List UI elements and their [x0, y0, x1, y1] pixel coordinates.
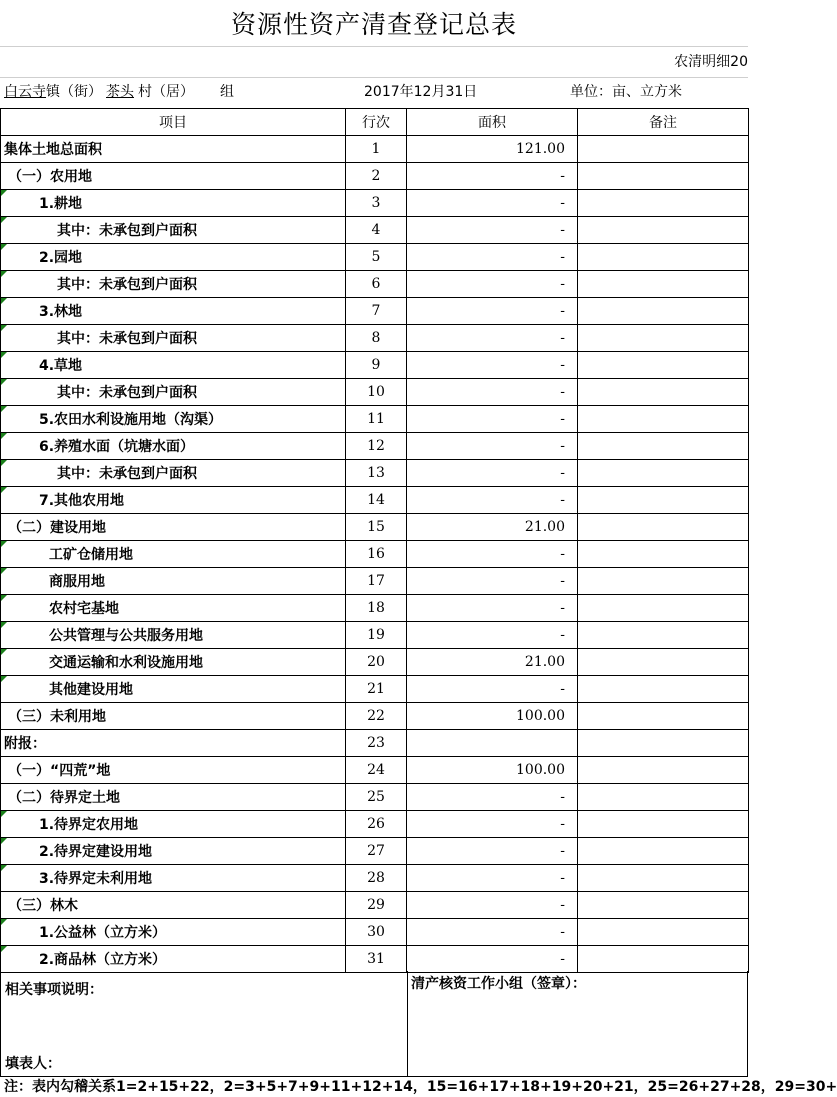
row-number-cell[interactable]: 6 [346, 271, 407, 298]
report-date: 2017年12月31日 [364, 84, 478, 100]
item-label: 2.待界定建设用地 [39, 844, 153, 860]
notes-cell[interactable] [578, 784, 749, 811]
area-cell[interactable]: - [407, 352, 578, 379]
item-cell[interactable] [1, 271, 346, 298]
cell-marker-icon [1, 946, 7, 952]
notes-cell[interactable] [578, 541, 749, 568]
area-cell[interactable]: - [407, 568, 578, 595]
notes-cell[interactable] [578, 919, 749, 946]
item-label: 2.园地 [39, 250, 83, 266]
table-row [1, 352, 749, 379]
item-cell[interactable] [1, 352, 346, 379]
town-suffix: 镇（街） [46, 84, 102, 100]
area-cell[interactable]: - [407, 406, 578, 433]
cell-marker-icon [1, 460, 7, 466]
item-cell[interactable] [1, 541, 346, 568]
table-row [1, 946, 749, 973]
cell-marker-icon [1, 406, 7, 412]
table-body [1, 136, 749, 973]
table-row [1, 460, 749, 487]
cell-marker-icon [1, 865, 7, 871]
area-cell[interactable]: - [407, 190, 578, 217]
notes-cell[interactable] [578, 460, 749, 487]
location [4, 78, 234, 106]
table-row [1, 703, 749, 730]
area-cell[interactable] [407, 730, 578, 757]
item-cell[interactable] [1, 676, 346, 703]
cell-marker-icon [1, 352, 7, 358]
item-label: 3.待界定未利用地 [39, 871, 153, 887]
asset-table [0, 108, 749, 973]
item-label: 附报： [4, 736, 46, 752]
notes-cell[interactable] [578, 298, 749, 325]
item-label: 其中：未承包到户面积 [57, 277, 197, 293]
area-cell[interactable]: - [407, 244, 578, 271]
item-cell[interactable] [1, 325, 346, 352]
item-cell[interactable] [1, 865, 346, 892]
table-row [1, 784, 749, 811]
row-number-cell[interactable]: 16 [346, 541, 407, 568]
row-number-cell[interactable]: 26 [346, 811, 407, 838]
row-number-cell[interactable]: 25 [346, 784, 407, 811]
item-label: 集体土地总面积 [4, 142, 102, 158]
item-label: （一）“四荒”地 [8, 763, 111, 779]
row-number-cell[interactable]: 30 [346, 919, 407, 946]
row-number-cell[interactable]: 18 [346, 595, 407, 622]
village-suffix: 村（居） [138, 84, 194, 100]
notes-cell[interactable] [578, 406, 749, 433]
item-cell[interactable] [1, 730, 346, 757]
cell-marker-icon [1, 811, 7, 817]
item-cell[interactable] [1, 244, 346, 271]
area-cell[interactable]: - [407, 784, 578, 811]
item-label: 6.养殖水面（坑塘水面） [39, 439, 195, 455]
notes-cell[interactable] [578, 325, 749, 352]
table-row [1, 379, 749, 406]
area-cell[interactable]: 21.00 [407, 649, 578, 676]
cell-marker-icon [1, 190, 7, 196]
table-row [1, 595, 749, 622]
item-cell[interactable] [1, 190, 346, 217]
table-row [1, 649, 749, 676]
table-row [1, 514, 749, 541]
notes-cell[interactable] [578, 892, 749, 919]
notes-cell[interactable] [578, 676, 749, 703]
item-label: 农村宅基地 [49, 601, 119, 617]
table-row [1, 271, 749, 298]
row-number-cell[interactable]: 15 [346, 514, 407, 541]
table-row [1, 730, 749, 757]
sheet-title: 资源性资产清查登记总表 [230, 10, 517, 39]
table-row [1, 865, 749, 892]
area-cell[interactable]: - [407, 271, 578, 298]
item-label: 1.待界定农用地 [39, 817, 139, 833]
table-row [1, 406, 749, 433]
item-label: 3.林地 [39, 304, 83, 320]
table-row [1, 136, 749, 163]
notes-cell[interactable] [578, 514, 749, 541]
table-row [1, 568, 749, 595]
column-header-item: 项目 [1, 109, 346, 136]
item-cell[interactable] [1, 649, 346, 676]
row-number-cell[interactable]: 1 [346, 136, 407, 163]
item-cell[interactable] [1, 433, 346, 460]
row-number-cell[interactable]: 3 [346, 190, 407, 217]
remarks-divider [407, 971, 408, 1076]
area-cell[interactable]: 100.00 [407, 703, 578, 730]
item-cell[interactable] [1, 379, 346, 406]
area-cell[interactable]: - [407, 217, 578, 244]
notes-cell[interactable] [578, 217, 749, 244]
row-number-cell[interactable]: 24 [346, 757, 407, 784]
remarks-section [0, 971, 748, 1077]
row-number-cell[interactable]: 10 [346, 379, 407, 406]
item-cell[interactable] [1, 568, 346, 595]
item-cell[interactable] [1, 622, 346, 649]
item-label: 交通运输和水利设施用地 [49, 655, 203, 671]
notes-cell[interactable] [578, 703, 749, 730]
row-number-cell[interactable]: 22 [346, 703, 407, 730]
item-cell[interactable] [1, 460, 346, 487]
row-number-cell[interactable]: 20 [346, 649, 407, 676]
item-label: 7.其他农用地 [39, 493, 125, 509]
area-cell[interactable]: 21.00 [407, 514, 578, 541]
area-cell[interactable]: - [407, 811, 578, 838]
item-cell[interactable] [1, 595, 346, 622]
notes-cell[interactable] [578, 946, 749, 973]
notes-cell[interactable] [578, 757, 749, 784]
item-label: （二）待界定土地 [8, 790, 120, 806]
row-number-cell[interactable]: 19 [346, 622, 407, 649]
area-cell[interactable]: - [407, 595, 578, 622]
notes-cell[interactable] [578, 271, 749, 298]
notes-cell[interactable] [578, 595, 749, 622]
item-label: 4.草地 [39, 358, 83, 374]
notes-cell[interactable] [578, 190, 749, 217]
cell-marker-icon [1, 568, 7, 574]
area-cell[interactable]: - [407, 379, 578, 406]
notes-cell[interactable] [578, 649, 749, 676]
item-cell[interactable] [1, 838, 346, 865]
area-cell[interactable]: - [407, 460, 578, 487]
area-cell[interactable]: - [407, 676, 578, 703]
row-number-cell[interactable]: 17 [346, 568, 407, 595]
table-row [1, 622, 749, 649]
area-cell[interactable]: - [407, 865, 578, 892]
row-number-cell[interactable]: 14 [346, 487, 407, 514]
row-number-cell[interactable]: 11 [346, 406, 407, 433]
row-number-cell[interactable]: 8 [346, 325, 407, 352]
subheader-row [0, 78, 748, 106]
signature-label: 清产核资工作小组（签章）： [411, 976, 586, 992]
area-cell[interactable]: 121.00 [407, 136, 578, 163]
form-code: 农清明细20 [674, 54, 748, 70]
table-row [1, 838, 749, 865]
item-label: （二）建设用地 [8, 520, 106, 536]
item-label: （三）林木 [8, 898, 78, 914]
cell-marker-icon [1, 325, 7, 331]
table-row [1, 892, 749, 919]
item-label: 1.公益林（立方米） [39, 925, 167, 941]
row-number-cell[interactable]: 7 [346, 298, 407, 325]
village-name: 茶头 [106, 84, 134, 100]
item-cell[interactable] [1, 136, 346, 163]
row-number-cell[interactable]: 21 [346, 676, 407, 703]
cell-marker-icon [1, 217, 7, 223]
cell-marker-icon [1, 595, 7, 601]
area-cell[interactable]: - [407, 541, 578, 568]
notes-cell[interactable] [578, 811, 749, 838]
table-row [1, 811, 749, 838]
area-cell[interactable]: - [407, 298, 578, 325]
item-cell[interactable] [1, 757, 346, 784]
area-cell[interactable]: - [407, 946, 578, 973]
item-cell[interactable] [1, 487, 346, 514]
area-cell[interactable]: - [407, 892, 578, 919]
notes-label: 相关事项说明： [5, 982, 103, 998]
item-label: 其中：未承包到户面积 [57, 331, 197, 347]
cell-marker-icon [1, 433, 7, 439]
item-label: （三）未利用地 [8, 709, 106, 725]
row-number-cell[interactable]: 9 [346, 352, 407, 379]
row-number-cell[interactable]: 27 [346, 838, 407, 865]
table-row [1, 325, 749, 352]
item-label: 商服用地 [49, 574, 105, 590]
item-cell[interactable] [1, 946, 346, 973]
item-label: 其他建设用地 [49, 682, 133, 698]
item-label: 2.商品林（立方米） [39, 952, 167, 968]
cell-marker-icon [1, 838, 7, 844]
table-row [1, 163, 749, 190]
row-number-cell[interactable]: 29 [346, 892, 407, 919]
notes-cell[interactable] [578, 568, 749, 595]
item-label: 其中：未承包到户面积 [57, 385, 197, 401]
row-number-cell[interactable]: 31 [346, 946, 407, 973]
item-label: （一）农用地 [8, 169, 92, 185]
notes-cell[interactable] [578, 622, 749, 649]
item-cell[interactable] [1, 163, 346, 190]
item-cell[interactable] [1, 892, 346, 919]
notes-cell[interactable] [578, 730, 749, 757]
item-cell[interactable] [1, 217, 346, 244]
area-cell[interactable]: - [407, 838, 578, 865]
town-name: 白云寺 [4, 84, 46, 100]
notes-cell[interactable] [578, 136, 749, 163]
column-header-row-no: 行次 [346, 109, 407, 136]
table-row [1, 217, 749, 244]
table-row [1, 757, 749, 784]
row-number-cell[interactable]: 13 [346, 460, 407, 487]
cell-marker-icon [1, 676, 7, 682]
table-row [1, 487, 749, 514]
area-cell[interactable]: 100.00 [407, 757, 578, 784]
item-cell[interactable] [1, 406, 346, 433]
notes-cell[interactable] [578, 487, 749, 514]
item-cell[interactable] [1, 514, 346, 541]
group-suffix: 组 [220, 84, 234, 100]
notes-cell[interactable] [578, 379, 749, 406]
cell-marker-icon [1, 919, 7, 925]
table-row [1, 190, 749, 217]
item-cell[interactable] [1, 298, 346, 325]
notes-cell[interactable] [578, 838, 749, 865]
item-cell[interactable] [1, 703, 346, 730]
area-cell[interactable]: - [407, 919, 578, 946]
item-label: 工矿仓储用地 [49, 547, 133, 563]
cell-marker-icon [1, 271, 7, 277]
notes-cell[interactable] [578, 244, 749, 271]
item-label: 1.耕地 [39, 196, 83, 212]
table-row [1, 298, 749, 325]
notes-cell[interactable] [578, 163, 749, 190]
area-cell[interactable]: - [407, 163, 578, 190]
row-number-cell[interactable]: 2 [346, 163, 407, 190]
item-label: 5.农田水利设施用地（沟渠） [39, 412, 223, 428]
area-cell[interactable]: - [407, 325, 578, 352]
cell-marker-icon [1, 487, 7, 493]
cell-marker-icon [1, 244, 7, 250]
notes-cell[interactable] [578, 433, 749, 460]
row-number-cell[interactable]: 12 [346, 433, 407, 460]
area-cell[interactable]: - [407, 433, 578, 460]
notes-cell[interactable] [578, 865, 749, 892]
row-number-cell[interactable]: 28 [346, 865, 407, 892]
table-row [1, 541, 749, 568]
unit-label: 单位：亩、立方米 [570, 84, 682, 100]
row-number-cell[interactable]: 5 [346, 244, 407, 271]
footnote: 注：表内勾稽关系1=2+15+22，2=3+5+7+9+11+12+14，15=16+17+18+19+20+21，25=26+27+28，29=30+ [4, 1079, 837, 1095]
area-cell[interactable]: - [407, 487, 578, 514]
item-cell[interactable] [1, 811, 346, 838]
column-header-notes: 备注 [578, 109, 749, 136]
area-cell[interactable]: - [407, 622, 578, 649]
table-row [1, 433, 749, 460]
table-row [1, 919, 749, 946]
cell-marker-icon [1, 622, 7, 628]
row-number-cell[interactable]: 4 [346, 217, 407, 244]
notes-cell[interactable] [578, 352, 749, 379]
column-header-area: 面积 [407, 109, 578, 136]
filler-label: 填表人： [5, 1056, 61, 1072]
table-row [1, 244, 749, 271]
item-label: 公共管理与公共服务用地 [49, 628, 203, 644]
row-number-cell[interactable]: 23 [346, 730, 407, 757]
divider [0, 46, 748, 47]
item-label: 其中：未承包到户面积 [57, 223, 197, 239]
item-label: 其中：未承包到户面积 [57, 466, 197, 482]
cell-marker-icon [1, 649, 7, 655]
cell-marker-icon [1, 379, 7, 385]
item-cell[interactable] [1, 784, 346, 811]
cell-marker-icon [1, 541, 7, 547]
item-cell[interactable] [1, 919, 346, 946]
table-header-row [1, 109, 749, 136]
table-row [1, 676, 749, 703]
cell-marker-icon [1, 298, 7, 304]
